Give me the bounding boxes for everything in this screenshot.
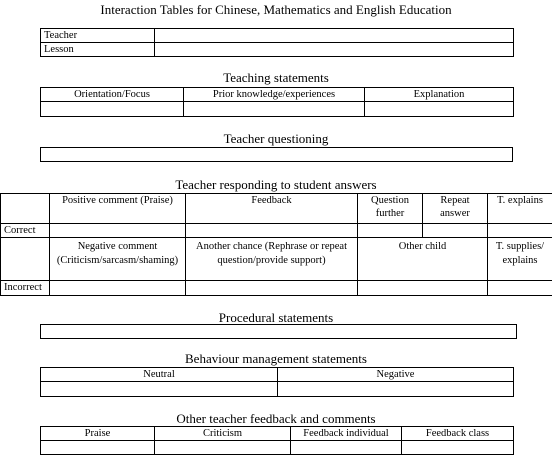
praise-cell[interactable]: [41, 441, 155, 455]
teacher-label: Teacher: [41, 29, 155, 43]
behaviour-heading: Behaviour management statements: [185, 351, 367, 366]
responding-table: [0, 193, 552, 296]
another-chance-cell[interactable]: [186, 281, 358, 296]
negative-comment-header: Negative comment (Criticism/sarcasm/shaming): [50, 238, 186, 281]
feedback-cell[interactable]: [186, 224, 358, 238]
teaching-statements-heading: Teaching statements: [223, 70, 329, 85]
other-feedback-heading: Other teacher feedback and comments: [176, 411, 376, 426]
prior-knowledge-cell[interactable]: [184, 102, 365, 117]
procedural-table: [40, 324, 517, 339]
t-supplies-cell[interactable]: [488, 281, 552, 296]
criticism-header: Criticism: [155, 427, 291, 441]
negative-comment-cell[interactable]: [50, 281, 186, 296]
other-feedback-table: [40, 426, 514, 455]
other-child-cell[interactable]: [358, 281, 488, 296]
teacher-questioning-cell[interactable]: [41, 148, 513, 162]
another-chance-header: Another chance (Rephrase or repeat question/provide support): [186, 238, 358, 281]
negative-header: Negative: [278, 368, 514, 382]
feedback-header: Feedback: [186, 194, 358, 224]
t-explains-cell[interactable]: [488, 224, 552, 238]
responding-heading: Teacher responding to student answers: [175, 177, 377, 192]
negative-cell[interactable]: [278, 382, 514, 397]
page-title: Interaction Tables for Chinese, Mathematics and English Education: [100, 2, 452, 17]
teacher-questioning-heading: Teacher questioning: [223, 131, 329, 146]
repeat-answer-cell[interactable]: [423, 224, 488, 238]
lesson-label: Lesson: [41, 43, 155, 57]
repeat-answer-header: Repeat answer: [423, 194, 488, 224]
neutral-header: Neutral: [41, 368, 278, 382]
teacher-lesson-table: [40, 28, 514, 57]
incorrect-spacer-cell: [1, 238, 50, 281]
feedback-individual-header: Feedback individual: [291, 427, 402, 441]
feedback-class-cell[interactable]: [402, 441, 514, 455]
incorrect-label: Incorrect: [1, 281, 50, 296]
teacher-field[interactable]: [155, 29, 514, 43]
feedback-individual-cell[interactable]: [291, 441, 402, 455]
praise-header: Praise: [41, 427, 155, 441]
t-supplies-header: T. supplies/ explains: [488, 238, 552, 281]
lesson-field[interactable]: [155, 43, 514, 57]
question-further-cell[interactable]: [358, 224, 423, 238]
procedural-heading: Procedural statements: [218, 310, 334, 325]
neutral-cell[interactable]: [41, 382, 278, 397]
question-further-header: Question further: [358, 194, 423, 224]
explanation-header: Explanation: [365, 88, 514, 102]
behaviour-table: [40, 367, 514, 397]
teaching-statements-table: [40, 87, 514, 117]
prior-knowledge-header: Prior knowledge/experiences: [184, 88, 365, 102]
explanation-cell[interactable]: [365, 102, 514, 117]
teacher-questioning-table: [40, 147, 513, 162]
orientation-focus-cell[interactable]: [41, 102, 184, 117]
other-child-header: Other child: [358, 238, 488, 281]
orientation-focus-header: Orientation/Focus: [41, 88, 184, 102]
t-explains-header: T. explains: [488, 194, 552, 224]
positive-comment-cell[interactable]: [50, 224, 186, 238]
positive-comment-header: Positive comment (Praise): [50, 194, 186, 224]
criticism-cell[interactable]: [155, 441, 291, 455]
correct-label: Correct: [1, 224, 50, 238]
procedural-cell[interactable]: [41, 325, 517, 339]
feedback-class-header: Feedback class: [402, 427, 514, 441]
corner-cell: [1, 194, 50, 224]
